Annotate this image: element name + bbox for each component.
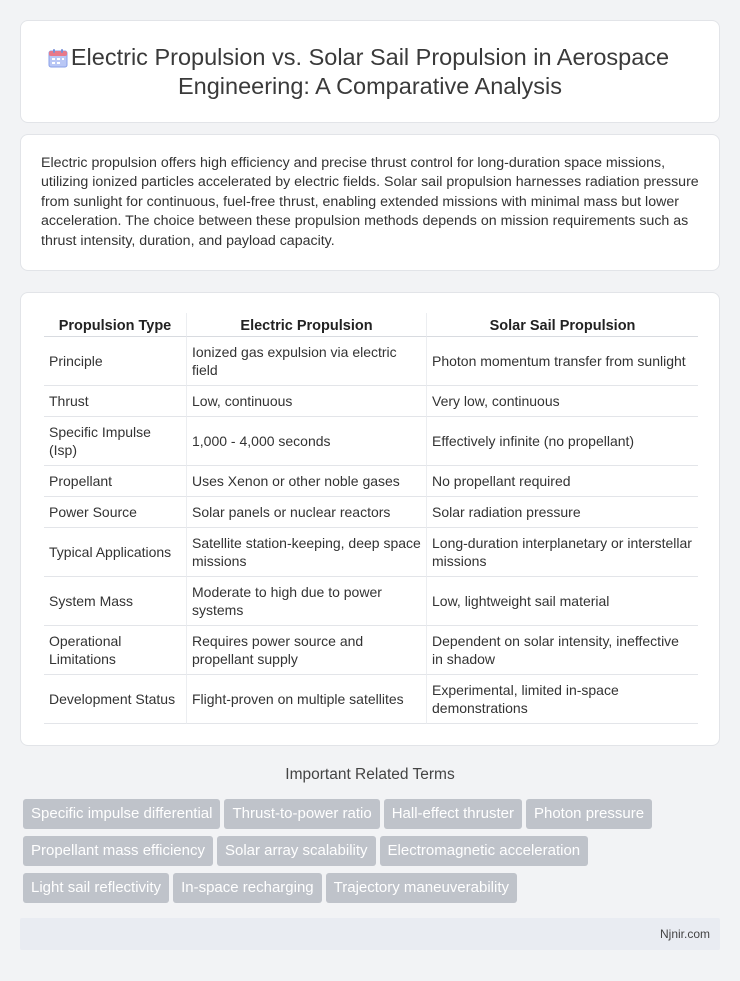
table-row [44,675,698,724]
solar-sail-cell: Effectively infinite (no propellant) [426,417,698,466]
header-solar-sail-propulsion: Solar Sail Propulsion [426,313,698,337]
term-tag[interactable]: In-space recharging [173,873,322,903]
table-row [44,626,698,675]
intro-card [20,134,720,271]
table-row [44,386,698,417]
related-terms-list [23,799,713,910]
solar-sail-cell: Photon momentum transfer from sunlight [426,337,698,386]
table-row [44,466,698,497]
solar-sail-cell: No propellant required [426,466,698,497]
table-header-row [44,313,698,337]
row-label: Specific Impulse (Isp) [44,417,186,466]
row-label: Typical Applications [44,528,186,577]
row-label: Power Source [44,497,186,528]
term-tag[interactable]: Specific impulse differential [23,799,220,829]
electric-cell: Ionized gas expulsion via electric field [186,337,426,386]
table-row [44,417,698,466]
electric-cell: Low, continuous [186,386,426,417]
term-tag[interactable]: Thrust-to-power ratio [224,799,379,829]
solar-sail-cell: Long-duration interplanetary or interstellar missions [426,528,698,577]
tag-row [23,836,713,873]
electric-cell: Satellite station-keeping, deep space missions [186,528,426,577]
electric-cell: 1,000 - 4,000 seconds [186,417,426,466]
footer-site-link[interactable]: Njnir.com [659,927,710,941]
solar-sail-cell: Low, lightweight sail material [426,577,698,626]
row-label: Operational Limitations [44,626,186,675]
table-row [44,528,698,577]
table-row [44,577,698,626]
solar-sail-cell: Solar radiation pressure [426,497,698,528]
solar-sail-cell: Experimental, limited in-space demonstrations [426,675,698,724]
footer [20,918,720,950]
term-tag[interactable]: Electromagnetic acceleration [380,836,589,866]
header-propulsion-type: Propulsion Type [44,313,186,337]
row-label: Principle [44,337,186,386]
title-card [20,20,720,123]
term-tag[interactable]: Trajectory maneuverability [326,873,517,903]
comparison-table [44,313,698,724]
electric-cell: Flight-proven on multiple satellites [186,675,426,724]
term-tag[interactable]: Light sail reflectivity [23,873,169,903]
comparison-table-card [20,292,720,746]
table-row [44,497,698,528]
header-electric-propulsion: Electric Propulsion [186,313,426,337]
intro-paragraph: Electric propulsion offers high efficiency and precise thrust control for long-duration space missions, utilizing ionized particles accelerated by electric fields. Solar sail propulsion harnesses radiation pressure from sunlight for continuous, fuel-free thrust, enabling extended missions with minimal mass but lower acceleration. The choice between these propulsion methods depends on mission requirements such as thrust intensity, duration, and payload capacity. [41,155,699,249]
term-tag[interactable]: Propellant mass efficiency [23,836,213,866]
electric-cell: Moderate to high due to power systems [186,577,426,626]
tag-row [23,799,713,836]
solar-sail-cell: Dependent on solar intensity, ineffective in shadow [426,626,698,675]
row-label: Propellant [44,466,186,497]
term-tag[interactable]: Photon pressure [526,799,652,829]
electric-cell: Requires power source and propellant supply [186,626,426,675]
solar-sail-cell: Very low, continuous [426,386,698,417]
related-terms-title: Important Related Terms [285,766,455,783]
term-tag[interactable]: Hall-effect thruster [384,799,522,829]
row-label: Development Status [44,675,186,724]
electric-cell: Uses Xenon or other noble gases [186,466,426,497]
page-title: Electric Propulsion vs. Solar Sail Propulsion in Aerospace Engineering: A Comparative Analysis [70,44,670,99]
electric-cell: Solar panels or nuclear reactors [186,497,426,528]
row-label: System Mass [44,577,186,626]
row-label: Thrust [44,386,186,417]
table-row [44,337,698,386]
term-tag[interactable]: Solar array scalability [217,836,376,866]
tag-row [23,873,713,910]
